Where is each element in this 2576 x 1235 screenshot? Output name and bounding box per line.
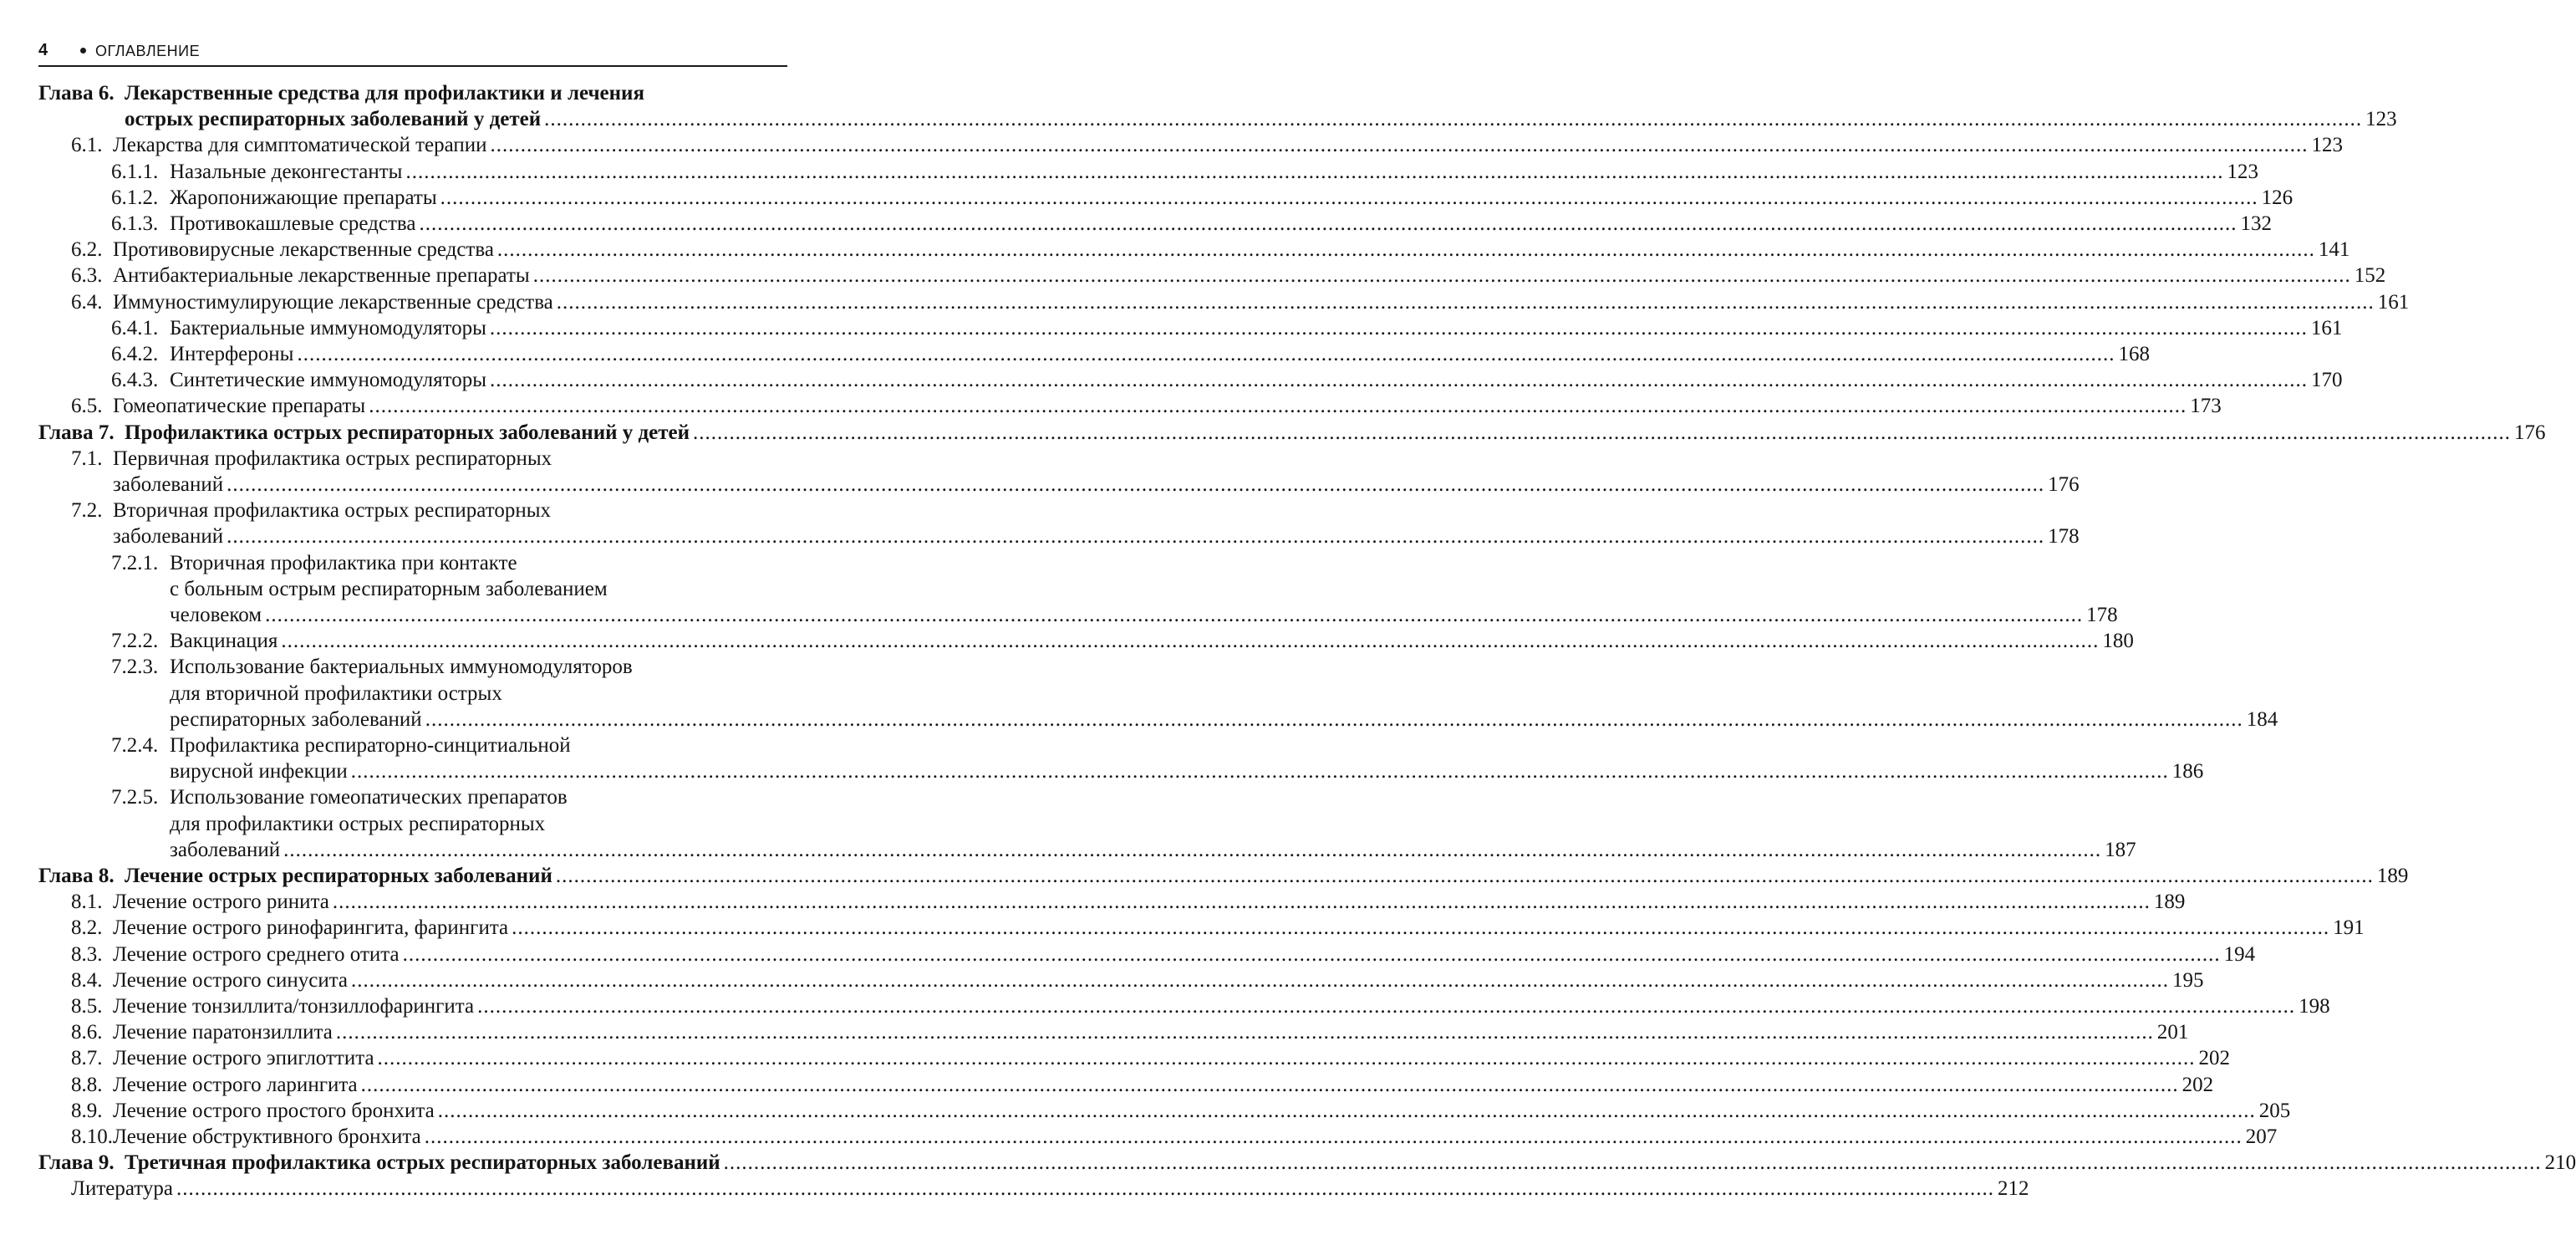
- page-ref: 184: [2246, 707, 2278, 731]
- page-ref: 202: [2181, 1073, 2214, 1096]
- entry-number: 6.3.: [71, 264, 103, 288]
- entry-number: 7.2.5.: [111, 786, 159, 809]
- section-line: [71, 942, 2256, 968]
- subsection-line: [170, 837, 2136, 864]
- dot-leader: ............................................................................................................................................................................................................................................................................................................: [227, 525, 2045, 549]
- section-line: [71, 393, 2222, 420]
- page-ref: 195: [2172, 968, 2204, 992]
- section-line: [71, 1098, 2291, 1125]
- entry-title: Лечение острого простого бронхита: [113, 1099, 435, 1122]
- entry-number: 6.1.3.: [111, 212, 159, 235]
- page-ref: 189: [2376, 865, 2409, 887]
- entry-number: Глава 9.: [38, 1151, 115, 1175]
- entry-number: 8.9.: [71, 1099, 103, 1122]
- entry-number: 7.2.4.: [111, 734, 159, 757]
- dot-leader: ............................................................................................................................................................................................................................................................................................................: [351, 968, 2170, 992]
- section-line: [71, 1124, 2278, 1151]
- entry-title: Лечение острого ларингита: [113, 1073, 358, 1096]
- entry-title: Гомеопатические препараты: [113, 395, 366, 418]
- page-ref: 141: [2318, 238, 2350, 262]
- entry-number: 8.2.: [71, 916, 103, 940]
- entry-title: для профилактики острых респираторных: [170, 812, 546, 835]
- entry-title: Интерфероны: [170, 343, 294, 365]
- subsection-line: [111, 784, 568, 811]
- entry-number: 6.4.3.: [111, 369, 159, 392]
- bullet-icon: [80, 48, 86, 54]
- entry-number: 7.1.: [71, 447, 103, 470]
- entry-title: Использование гомеопатических препаратов: [170, 786, 568, 809]
- subsection-line: [111, 211, 2272, 237]
- section-line: [113, 472, 2080, 498]
- section-line: [71, 915, 2365, 942]
- entry-number: 6.5.: [71, 395, 103, 418]
- entry-number: 6.4.: [71, 290, 103, 314]
- entry-number: 8.10.: [71, 1125, 113, 1148]
- dot-leader: ............................................................................................................................................................................................................................................................................................................: [490, 369, 2309, 392]
- dot-leader: ............................................................................................................................................................................................................................................................................................................: [335, 1021, 2154, 1044]
- page-number: 4: [38, 41, 48, 59]
- entry-number: 8.8.: [71, 1073, 103, 1096]
- dot-leader: ............................................................................................................................................................................................................................................................................................................: [555, 865, 2374, 887]
- page-ref: 123: [2365, 108, 2397, 131]
- page-ref: 202: [2198, 1047, 2231, 1070]
- entry-title: для вторичной профилактики острых: [170, 681, 502, 705]
- page-ref: 152: [2354, 264, 2386, 288]
- page-header: [38, 38, 787, 67]
- dot-leader: ............................................................................................................................................................................................................................................................................................................: [227, 473, 2045, 496]
- dot-leader: ............................................................................................................................................................................................................................................................................................................: [490, 134, 2309, 157]
- subsection-line: [170, 602, 2118, 629]
- dot-leader: ............................................................................................................................................................................................................................................................................................................: [369, 395, 2187, 418]
- entry-title: острых респираторных заболеваний у детей: [125, 108, 542, 131]
- entry-title: человеком: [170, 604, 262, 626]
- entry-title: Первичная профилактика острых респираторных: [113, 447, 552, 470]
- entry-number: 6.4.2.: [111, 343, 159, 365]
- subsection-line: [111, 185, 2293, 212]
- chapter-line: [125, 106, 2397, 133]
- page-ref: 194: [2223, 942, 2256, 966]
- dot-leader: ............................................................................................................................................................................................................................................................................................................: [377, 1047, 2196, 1070]
- entry-number: 6.1.2.: [111, 186, 159, 209]
- running-title: ОГЛАВЛЕНИЕ: [95, 43, 201, 59]
- entry-title: Лечение паратонзиллита: [113, 1021, 333, 1044]
- entry-number: 7.2.: [71, 499, 103, 523]
- page-ref: 198: [2299, 995, 2330, 1018]
- dot-leader: ............................................................................................................................................................................................................................................................................................................: [281, 630, 2100, 653]
- section-line: [71, 1045, 2231, 1072]
- page-ref: 210: [2544, 1151, 2576, 1175]
- entry-title: Лечение острого ринита: [113, 891, 329, 914]
- section-line: [71, 498, 551, 524]
- subsection-line: [170, 576, 608, 603]
- section-line: [71, 993, 2330, 1020]
- subsection-line: [111, 367, 2343, 394]
- page-ref: 126: [2261, 186, 2293, 209]
- subsection-line: [111, 628, 2134, 655]
- page-ref: 186: [2171, 760, 2204, 783]
- entry-title: Лечение острого эпиглоттита: [113, 1047, 374, 1070]
- section-line: [71, 967, 2204, 994]
- entry-title: Лечение обструктивного бронхита: [113, 1125, 421, 1148]
- subsection-line: [170, 758, 2204, 785]
- dot-leader: ............................................................................................................................................................................................................................................................................................................: [556, 290, 2375, 314]
- page-ref: 191: [2333, 916, 2365, 940]
- entry-title: Третичная профилактика острых респираторных заболеваний: [125, 1151, 720, 1175]
- page-ref: 173: [2190, 395, 2222, 418]
- entry-number: 6.2.: [71, 238, 103, 262]
- chapter-line: [38, 1150, 2576, 1176]
- subsection-line: [111, 654, 633, 681]
- entry-title: респираторных заболеваний: [170, 707, 422, 731]
- subsection-line: [111, 550, 517, 577]
- section-line: [71, 1019, 2189, 1046]
- dot-leader: ............................................................................................................................................................................................................................................................................................................: [496, 238, 2315, 262]
- entry-title: Вакцинация: [170, 630, 278, 653]
- entry-title: Использование бактериальных иммуномодуляторов: [170, 656, 633, 679]
- dot-leader: ............................................................................................................................................................................................................................................................................................................: [544, 108, 2363, 131]
- dot-leader: ............................................................................................................................................................................................................................................................................................................: [693, 421, 2512, 444]
- entry-title: Жаропонижающие препараты: [170, 186, 437, 209]
- chapter-line: [38, 80, 644, 107]
- page-ref: 205: [2258, 1099, 2291, 1122]
- entry-number: 8.1.: [71, 891, 103, 914]
- dot-leader: ............................................................................................................................................................................................................................................................................................................: [477, 995, 2296, 1018]
- section-line: [71, 1072, 2214, 1099]
- section-line: [71, 889, 2186, 916]
- entry-title: с больным острым респираторным заболеванием: [170, 577, 608, 600]
- page-ref: 132: [2240, 212, 2272, 235]
- entry-number: 8.5.: [71, 995, 103, 1018]
- entry-title: Лекарственные средства для профилактики и лечения: [125, 82, 644, 105]
- dot-leader: ............................................................................................................................................................................................................................................................................................................: [405, 160, 2224, 183]
- page-ref: 123: [2311, 134, 2344, 157]
- subsection-line: [170, 707, 2278, 733]
- entry-title: Лечение острого ринофарингита, фарингита: [113, 916, 509, 940]
- entry-title: Назальные деконгестанты: [170, 160, 403, 183]
- dot-leader: ............................................................................................................................................................................................................................................................................................................: [440, 186, 2258, 209]
- dot-leader: ............................................................................................................................................................................................................................................................................................................: [425, 707, 2243, 731]
- entry-title: Бактериальные иммуномодуляторы: [170, 316, 486, 339]
- page-ref: 161: [2310, 316, 2343, 339]
- entry-title: заболеваний: [113, 525, 224, 549]
- page-ref: 212: [1998, 1177, 2029, 1201]
- entry-title: заболеваний: [113, 473, 224, 496]
- entry-title: вирусной инфекции: [170, 760, 348, 783]
- entry-title: Лекарства для симптоматической терапии: [113, 134, 487, 157]
- page-ref: 176: [2048, 473, 2080, 496]
- subsection-line: [111, 732, 571, 759]
- subsection-line: [170, 811, 545, 838]
- section-line: [71, 132, 2344, 159]
- entry-title: Иммуностимулирующие лекарственные средства: [113, 290, 553, 314]
- subsection-line: [111, 341, 2150, 368]
- entry-title: Литература: [71, 1177, 173, 1201]
- entry-number: 8.3.: [71, 942, 103, 966]
- section-line: [71, 263, 2386, 289]
- page-ref: 189: [2153, 891, 2186, 914]
- dot-leader: ............................................................................................................................................................................................................................................................................................................: [419, 212, 2237, 235]
- subsection-line: [111, 315, 2343, 342]
- subsection-line: [111, 159, 2258, 186]
- page-ref: 187: [2105, 838, 2136, 861]
- entry-title: Вторичная профилактика при контакте: [170, 551, 517, 574]
- dot-leader: ............................................................................................................................................................................................................................................................................................................: [489, 316, 2308, 339]
- entry-number: 8.7.: [71, 1047, 103, 1070]
- dot-leader: ............................................................................................................................................................................................................................................................................................................: [283, 838, 2102, 861]
- entry-title: заболеваний: [170, 838, 281, 861]
- page-ref: 201: [2156, 1021, 2189, 1044]
- page-ref: 207: [2245, 1125, 2278, 1148]
- section-line: [113, 523, 2080, 550]
- dot-leader: ............................................................................................................................................................................................................................................................................................................: [297, 343, 2115, 365]
- dot-leader: ............................................................................................................................................................................................................................................................................................................: [512, 916, 2330, 940]
- entry-number: Глава 8.: [38, 865, 115, 887]
- section-line: [71, 446, 552, 472]
- entry-title: Профилактика респираторно-синцитиальной: [170, 734, 571, 757]
- entry-number: Глава 6.: [38, 82, 115, 105]
- section-line: [71, 289, 2410, 316]
- page-ref: 168: [2118, 343, 2150, 365]
- dot-leader: ............................................................................................................................................................................................................................................................................................................: [437, 1099, 2256, 1122]
- dot-leader: ............................................................................................................................................................................................................................................................................................................: [532, 264, 2351, 288]
- entry-title: Лечение острых респираторных заболеваний: [125, 865, 552, 887]
- entry-title: Противокашлевые средства: [170, 212, 416, 235]
- dot-leader: ............................................................................................................................................................................................................................................................................................................: [176, 1177, 1994, 1201]
- entry-number: 7.2.3.: [111, 656, 159, 679]
- section-line: [71, 1176, 2029, 1202]
- dot-leader: ............................................................................................................................................................................................................................................................................................................: [332, 891, 2151, 914]
- entry-number: Глава 7.: [38, 421, 115, 444]
- subsection-line: [170, 681, 502, 707]
- entry-title: Противовирусные лекарственные средства: [113, 238, 494, 262]
- entry-title: Лечение тонзиллита/тонзиллофарингита: [113, 995, 475, 1018]
- entry-number: 8.4.: [71, 968, 103, 992]
- entry-number: 6.1.: [71, 134, 103, 157]
- page-ref: 170: [2311, 369, 2343, 392]
- dot-leader: ............................................................................................................................................................................................................................................................................................................: [424, 1125, 2243, 1148]
- entry-number: 6.1.1.: [111, 160, 159, 183]
- entry-title: Лечение острого среднего отита: [113, 942, 400, 966]
- entry-number: 8.6.: [71, 1021, 103, 1044]
- entry-number: 7.2.2.: [111, 630, 159, 653]
- entry-title: Антибактериальные лекарственные препараты: [113, 264, 530, 288]
- entry-title: Профилактика острых респираторных заболеваний у детей: [125, 421, 690, 444]
- dot-leader: ............................................................................................................................................................................................................................................................................................................: [265, 604, 2084, 626]
- page-ref: 178: [2048, 525, 2080, 549]
- chapter-line: [38, 863, 2409, 890]
- page-ref: 161: [2377, 290, 2410, 314]
- page-ref: 178: [2086, 604, 2118, 626]
- dot-leader: ............................................................................................................................................................................................................................................................................................................: [350, 760, 2169, 783]
- page-ref: 123: [2227, 160, 2258, 183]
- dot-leader: ............................................................................................................................................................................................................................................................................................................: [402, 942, 2221, 966]
- entry-number: 6.4.1.: [111, 316, 159, 339]
- entry-title: Лечение острого синусита: [113, 968, 349, 992]
- page-ref: 176: [2514, 421, 2546, 444]
- entry-number: 7.2.1.: [111, 551, 159, 574]
- dot-leader: ............................................................................................................................................................................................................................................................................................................: [723, 1151, 2542, 1175]
- chapter-line: [38, 420, 2546, 447]
- page-ref: 180: [2102, 630, 2134, 653]
- entry-title: Синтетические иммуномодуляторы: [170, 369, 487, 392]
- entry-title: Вторичная профилактика острых респираторных: [113, 499, 551, 523]
- dot-leader: ............................................................................................................................................................................................................................................................................................................: [360, 1073, 2179, 1096]
- section-line: [71, 237, 2350, 263]
